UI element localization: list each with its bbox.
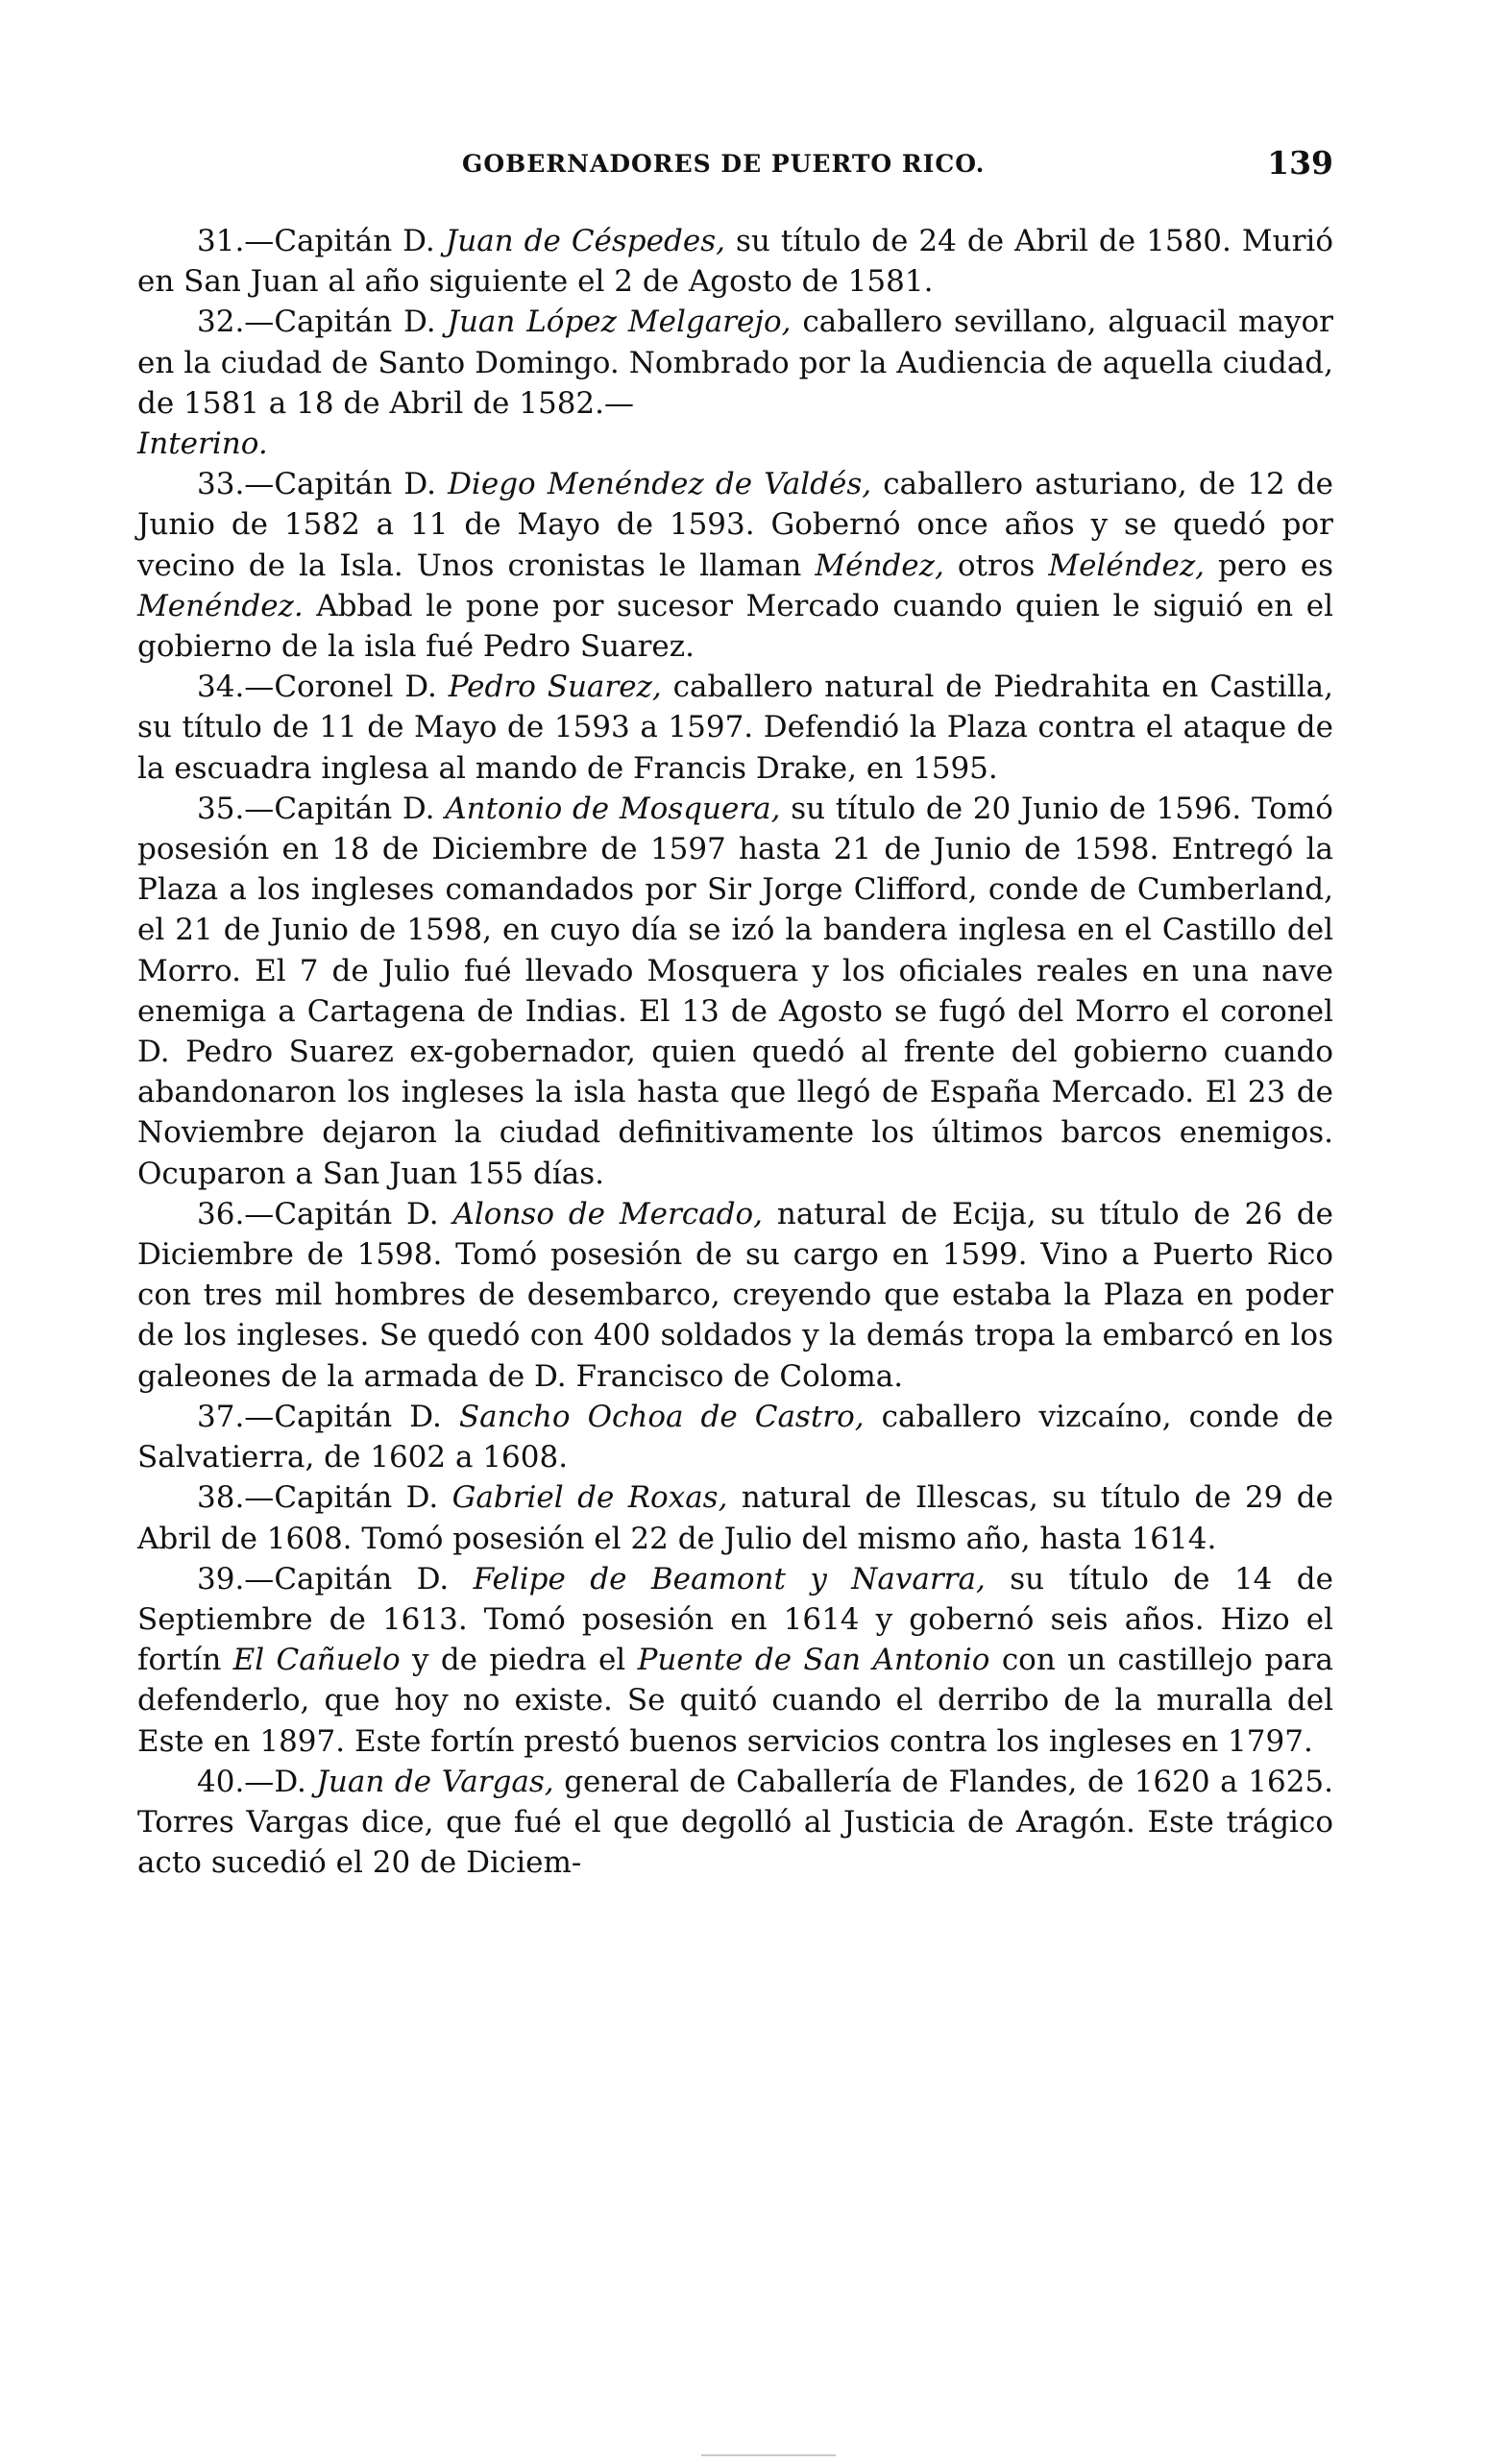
governor-name: Pedro Suarez, <box>448 670 662 705</box>
interim-note: Interino. <box>137 427 268 462</box>
entry-number: 31.— <box>197 224 275 258</box>
entry-31 <box>137 221 1333 302</box>
page-number: 139 <box>1267 144 1333 182</box>
entry-text: caballero asturiano, de 12 de Junio de 1582 a 11 de Mayo de 1593. Gobernó once años y se quedó por vecino de la Isla. Unos cronistas le llaman <box>137 467 1333 583</box>
entry-39 <box>137 1559 1333 1762</box>
entry-text: Abbad le pone por sucesor Mercado cuando quien le siguió en el gobierno de la isla fué Pedro Suarez. <box>137 588 1333 665</box>
entry-rank: Coronel D. <box>274 670 449 705</box>
entry-40 <box>137 1762 1333 1884</box>
entry-text: con un castillejo para defenderlo, que hoy no existe. Se quitó cuando el derribo de la muralla del Este en 1897. Este fortín prestó buenos servicios contra los ingleses en 1797. <box>137 1643 1333 1759</box>
entry-rank: Capitán D. <box>274 467 449 502</box>
entry-text: natural de Ecija, su título de 26 de Diciembre de 1598. Tomó posesión de su cargo en 1599. Vino a Puerto Rico con tres mil hombres de desembarco, creyendo que estaba la Plaza en poder de los ingleses. Se quedó con 400 soldados y la demás tropa la embarcó en los galeones de la armada de D. Francisco de Coloma. <box>137 1196 1333 1394</box>
entry-rank: Capitán D. <box>274 1196 453 1231</box>
entry-number: 35.— <box>197 791 275 826</box>
entry-rank: Capitán D. <box>274 305 448 340</box>
running-title: GOBERNADORES DE PUERTO RICO. <box>462 150 986 178</box>
governor-name: Sancho Ochoa de Castro, <box>458 1399 865 1434</box>
entry-number: 36.— <box>197 1196 275 1231</box>
entry-37 <box>137 1397 1333 1477</box>
entry-text: natural de Illescas, su título de 29 de Abril de 1608. Tomó posesión el 22 de Julio del mismo año, hasta 1614. <box>137 1480 1333 1556</box>
entry-rank: Capitán D. <box>274 224 446 258</box>
entry-number: 38.— <box>197 1480 275 1516</box>
entry-text: su título de 14 de Septiembre de 1613. Tomó posesión en 1614 y gobernó seis años. Hizo el fortín <box>137 1561 1333 1678</box>
place-name: Puente de San Antonio <box>637 1643 990 1678</box>
entry-rank: Capitán D. <box>274 1480 452 1516</box>
entry-rank: Capitán D. <box>274 1561 474 1597</box>
entry-number: 39.— <box>197 1561 275 1597</box>
governor-name: Gabriel de Roxas, <box>451 1480 728 1516</box>
entry-text: su título de 20 Junio de 1596. Tomó posesión en 18 de Diciembre de 1597 hasta 21 de Junio de 1598. Entregó la Plaza a los ingleses comandados por Sir Jorge Clifford, conde de Cumberland, el 21 de Junio de 1598, en cuyo día se izó la bandera inglesa en el Castillo del Morro. El 7 de Julio fué llevado Mosquera y los oficiales reales en una nave enemiga a Cartagena de Indias. El 13 de Agosto se fugó del Morro el coronel D. Pedro Suarez ex-gobernador, quien quedó al frente del gobierno cuando abandonaron los ingleses la isla hasta que llegó de España Mercado. El 23 de Noviembre dejaron la ciudad definitivamente los últimos barcos enemigos. Ocuparon a San Juan 155 días. <box>137 791 1333 1191</box>
governor-name: Juan de Céspedes, <box>445 224 725 258</box>
name-variant: Meléndez, <box>1048 548 1206 583</box>
governor-name: Alonso de Mercado, <box>452 1196 763 1231</box>
entry-rank: Capitán D. <box>274 1399 459 1434</box>
entry-number: 37.— <box>197 1399 275 1434</box>
entry-34 <box>137 667 1333 789</box>
entry-text: caballero natural de Piedrahita en Castilla, su título de 11 de Mayo de 1593 a 1597. Defendió la Plaza contra el ataque de la escuadra inglesa al mando de Francis Drake, en 1595. <box>137 670 1333 786</box>
governor-name: Felipe de Beamont y Navarra, <box>473 1561 986 1597</box>
governor-name: Antonio de Mosquera, <box>445 791 781 826</box>
name-variant: Menéndez. <box>137 588 304 623</box>
book-page <box>137 144 1333 1883</box>
entry-text: y de piedra el <box>400 1643 638 1678</box>
entry-32 <box>137 302 1333 464</box>
entry-text: otros <box>943 548 1049 583</box>
entry-number: 33.— <box>197 467 275 502</box>
entry-35 <box>137 789 1333 1194</box>
name-variant: Méndez, <box>815 548 944 583</box>
entry-number: 40.— <box>197 1764 275 1799</box>
entry-text: pero es <box>1205 548 1333 583</box>
entry-text: caballero vizcaíno, conde de Salvatierra, de 1602 a 1608. <box>137 1399 1333 1475</box>
entry-text: general de Caballería de Flandes, de 1620 a 1625. Torres Vargas dice, que fué el que degolló al Justicia de Aragón. Este trágico acto sucedió el 20 de Diciem- <box>137 1764 1333 1881</box>
entry-number: 32.— <box>197 305 275 340</box>
entry-36 <box>137 1194 1333 1397</box>
entry-38 <box>137 1477 1333 1558</box>
footer-rule <box>701 2454 836 2456</box>
place-name: El Cañuelo <box>232 1643 401 1678</box>
running-head <box>137 144 1333 183</box>
entry-33 <box>137 464 1333 667</box>
governor-name: Diego Menéndez de Valdés, <box>448 467 872 502</box>
entry-rank: Capitán D. <box>274 791 446 826</box>
governor-name: Juan de Vargas, <box>316 1764 554 1799</box>
entry-number: 34.— <box>197 670 275 705</box>
entry-text: caballero sevillano, alguacil mayor en la ciudad de Santo Domingo. Nombrado por la Audiencia de aquella ciudad, de 1581 a 18 de Abril de 1582.— <box>137 305 1333 421</box>
governor-name: Juan López Melgarejo, <box>447 305 792 340</box>
entry-rank: D. <box>274 1764 317 1799</box>
entry-text: su título de 24 de Abril de 1580. Murió en San Juan al año siguiente el 2 de Agosto de 1581. <box>137 224 1333 300</box>
